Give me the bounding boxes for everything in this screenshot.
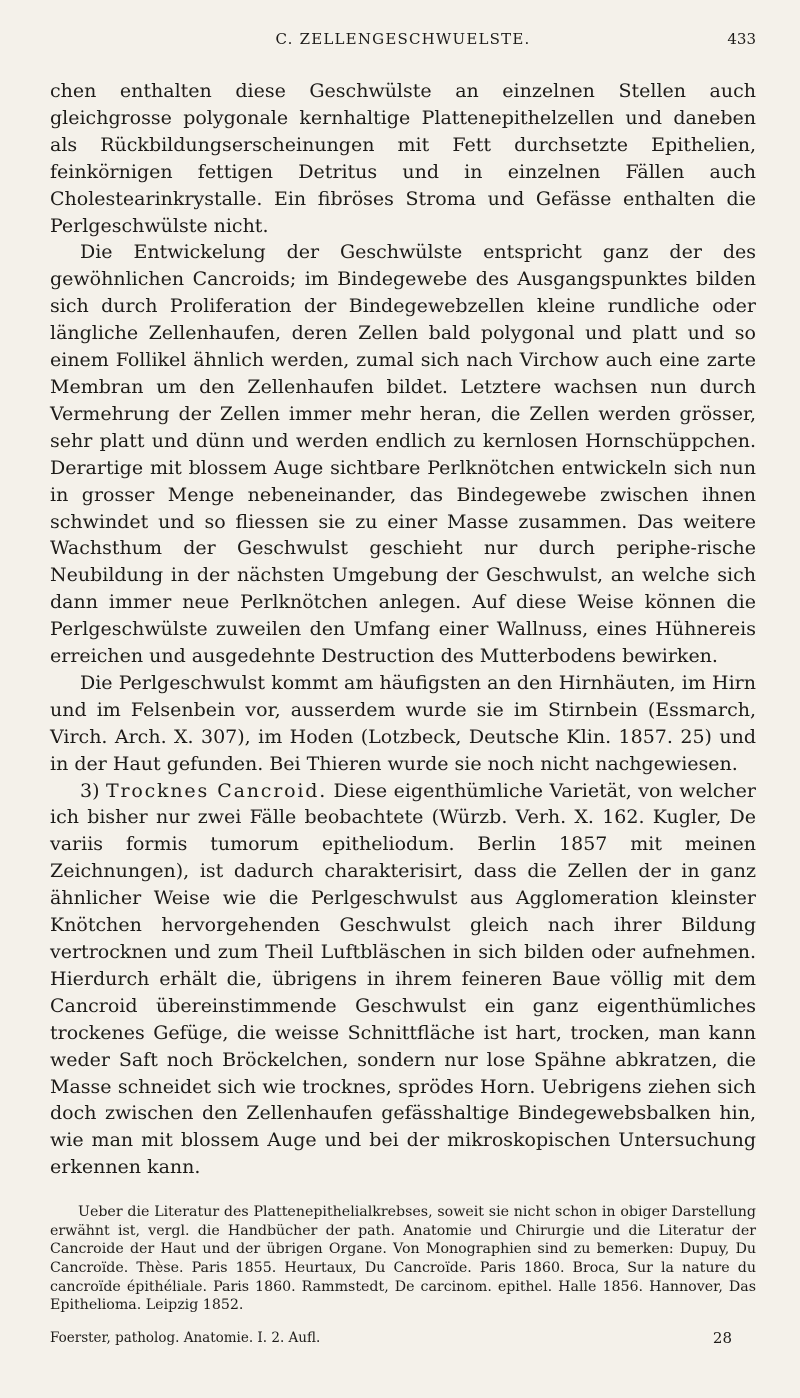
- section-title: Trocknes Cancroid.: [106, 779, 328, 802]
- section-number: 3): [80, 779, 100, 802]
- footnote: Ueber die Literatur des Plattenepithelialkrebses, soweit sie nicht schon in obiger Darstellung erwähnt ist, vergl. die Handbücher der path. Anatomie und Chirurgie und die Literatur der Cancroide der Haut und der übrigen Organe. Von Monographien sind zu bemerken: Dupuy, Du Cancroïde. Thèse. Paris 1855. Heurtaux, Du Cancroïde. Paris 1860. Broca, Sur la nature du cancroïde épithéliale. Paris 1860. Rammstedt, De carcinom. epithel. Halle 1856. Hannover, Das Epithelioma. Leipzig 1852.: [50, 1204, 756, 1314]
- book-page: [50, 0, 756, 1398]
- printer-signature-row: [50, 1329, 756, 1347]
- page-header: [50, 0, 756, 58]
- paragraph-continuation: chen enthalten diese Geschwülste an einzelnen Stellen auch gleichgrosse polygonale kernhaltige Plattenepithelzellen und daneben als Rückbildungserscheinungen mit Fett durchsetzte Epithelien, feinkörnigen fettigen Detritus und in einzelnen Fällen auch Cholestearinkrystalle. Ein fibröses Stroma und Gefässe enthalten die Perlgeschwülste nicht.: [50, 80, 756, 237]
- page-number: 433: [727, 30, 756, 48]
- running-title: C. ZELLENGESCHWUELSTE.: [275, 30, 531, 48]
- paragraph-development: Die Entwickelung der Geschwülste entspricht ganz der des gewöhnlichen Cancroids; im Bindegewebe des Ausgangspunktes bilden sich durch Proliferation der Bindegewebzellen kleine rundliche oder längliche Zellenhaufen, deren Zellen bald polygonal und platt und so einem Follikel ähnlich werden, zumal sich nach Virchow auch eine zarte Membran um den Zellenhaufen bildet. Letztere wachsen nun durch Vermehrung der Zellen immer mehr heran, die Zellen werden grösser, sehr platt und dünn und werden endlich zu kernlosen Hornschüppchen. Derartige mit blossem Auge sichtbare Perlknötchen entwickeln sich nun in grosser Menge nebeneinander, das Bindegewebe zwischen ihnen schwindet und so fliessen sie zu einer Masse zusammen. Das weitere Wachsthum der Geschwulst geschieht nur durch periphe-rische Neubildung in der nächsten Umgebung der Geschwulst, an welche sich dann immer neue Perlknötchen anlegen. Auf diese Weise können die Perlgeschwülste zuweilen den Umfang einer Wallnuss, eines Hühnereis erreichen und ausgedehnte Destruction des Mutterbodens bewirken.: [50, 241, 756, 668]
- section-text: Diese eigenthümliche Varietät, von welcher ich bisher nur zwei Fälle beobachtete (Würzb. Verh. X. 162. Kugler, De variis formis tumorum epitheliodum. Berlin 1857 mit meinen Zeichnungen), ist dadurch charakterisirt, dass die Zellen der in ganz ähnlicher Weise wie die Perlgeschwulst aus Agglomeration kleinster Knötchen hervorgehenden Geschwulst gleich nach ihrer Bildung vertrocknen und zum Theil Luftbläschen in sich bilden oder aufnehmen. Hierdurch erhält die, übrigens in ihrem feineren Baue völlig mit dem Cancroid übereinstimmende Geschwulst ein ganz eigenthümliches trockenes Gefüge, die weisse Schnittfläche ist hart, trocken, man kann weder Saft noch Bröckelchen, sondern nur lose Spähne abkratzen, die Masse schneidet sich wie trocknes, sprödes Horn. Uebrigens ziehen sich doch zwischen den Zellenhaufen gefässhaltige Bindegewebsbalken hin, wie man mit blossem Auge und bei der mikroskopischen Untersuchung erkennen kann.: [50, 779, 756, 1179]
- main-text: [50, 78, 756, 1181]
- sheet-number: 28: [712, 1328, 732, 1347]
- paragraph-occurrence: Die Perlgeschwulst kommt am häufigsten an den Hirnhäuten, im Hirn und im Felsenbein vor, ausserdem wurde sie im Stirnbein (Essmarch, Virch. Arch. X. 307), im Hoden (Lotzbeck, Deutsche Klin. 1857. 25) und in der Haut gefunden. Bei Thieren wurde sie noch nicht nachgewiesen.: [50, 671, 756, 775]
- printer-signature: Foerster, patholog. Anatomie. I. 2. Aufl.: [50, 1329, 321, 1346]
- paragraph-section-3: [50, 778, 756, 1182]
